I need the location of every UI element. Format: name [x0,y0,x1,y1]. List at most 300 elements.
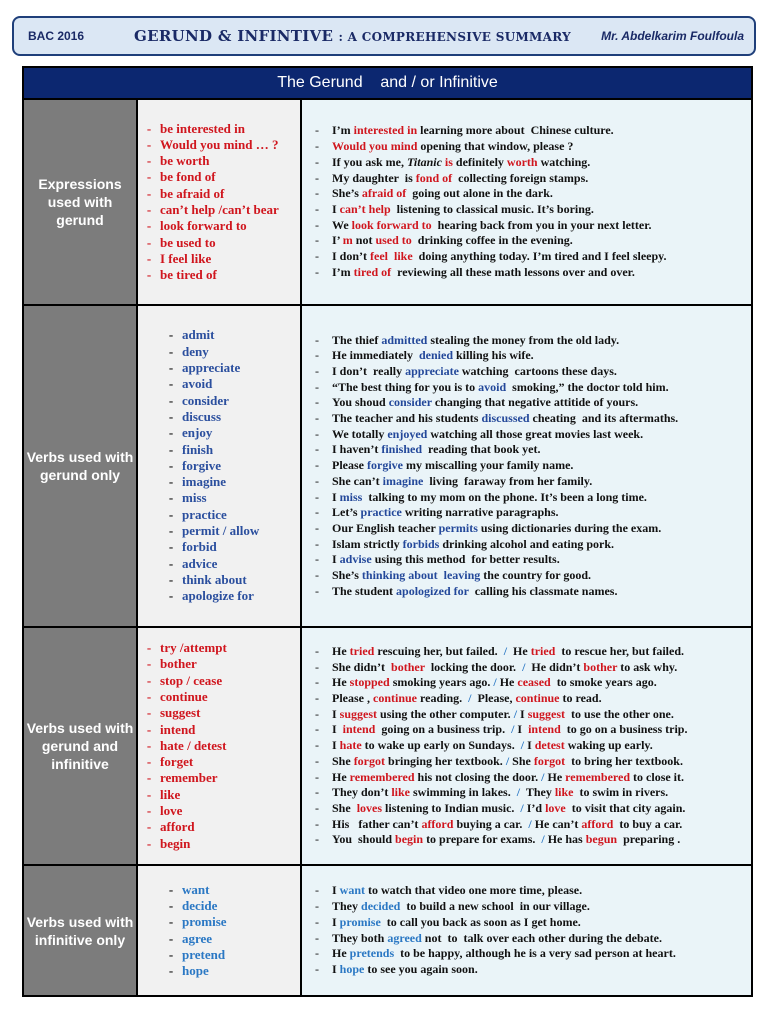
highlighted-term: suggest [527,706,566,721]
sentence-text: I [514,722,529,737]
sentence-text: Islam strictly [332,536,403,551]
example-sentence [302,691,751,707]
highlighted-term: agreed [387,930,422,945]
sentence-text: to prepare for exams. [423,832,542,847]
sentence-text: watching all those great movies last week. [427,426,644,441]
dash-bullet: - [315,363,319,378]
dash-bullet: - [315,816,319,831]
section-verbs-gerund-only [24,306,751,628]
example-sentence [302,785,751,801]
list-item [138,344,300,360]
sentence-text: using dictionaries during the exam. [477,520,662,535]
sentence-text: living faraway from her family. [423,473,593,488]
dash-bullet: - [315,139,319,154]
dash-bullet: - [168,392,174,408]
list-item [138,121,300,137]
sentence-text: I’d [523,800,546,815]
list-item [138,153,300,169]
dash-bullet: - [168,506,174,522]
dash-bullet: - [315,722,319,737]
sentence-text: to read. [559,691,602,706]
highlighted-term: apologized for [396,583,469,598]
list-item-text: agree [182,930,213,946]
sentence-text: reading. [417,691,469,706]
dash-bullet: - [315,914,319,929]
dash-bullet: - [315,568,319,583]
dash-bullet: - [168,571,174,587]
highlighted-term: forgive [367,458,403,473]
dash-bullet: - [315,769,319,784]
highlighted-term: ceased [517,675,551,690]
sentence-text: to call you back as soon as I get home. [380,914,581,929]
sentence-text: He [332,946,350,961]
section-label: Expressions used with gerund [24,100,138,304]
highlighted-term: Would you mind [332,139,418,154]
highlighted-term: finished [381,442,423,457]
list-item [138,376,300,392]
list-item [138,898,300,914]
dash-bullet: - [146,819,152,835]
dash-bullet: - [315,348,319,363]
dash-bullet: - [168,360,174,376]
sentence-text: hearing back from you in your next letter. [431,217,652,232]
dash-bullet: - [168,490,174,506]
list-item-text: begin [160,835,191,851]
sentence-text: to go on a business trip. [560,722,688,737]
list-item-text: imagine [182,474,227,490]
sentence-text: She [332,753,354,768]
sentence-text: I [332,883,340,898]
highlighted-term: m [342,233,353,248]
page-header [12,16,756,56]
list-item [138,738,300,754]
highlighted-term: admitted [381,332,428,347]
example-sentence [302,660,751,676]
list-item-text: forget [160,754,194,770]
sentence-text: He can’t [531,816,582,831]
sentence-text: She can’t [332,473,383,488]
dash-bullet: - [315,785,319,800]
list-item [138,186,300,202]
sentence-text: I [332,914,340,929]
sentence-text: to ask why. [617,659,678,674]
list-item-text: suggest [160,705,201,721]
highlighted-term: look forward to [351,217,432,232]
sentence-text: to swim in rivers. [573,785,669,800]
example-sentence [302,521,751,537]
example-sentence [302,458,751,474]
highlighted-term: like [391,785,411,800]
sentence-text: If you ask me, [332,154,408,169]
list-item-text: be fond of [160,169,216,185]
list-item [138,235,300,251]
example-sentence [302,218,751,234]
list-item [138,523,300,539]
highlighted-term: / [520,800,524,815]
dash-bullet: - [146,136,152,152]
title-main: GERUND & INFINTIVE [134,27,334,45]
sentence-text: “The best thing for you is to [332,379,479,394]
list-item-text: stop / cease [160,672,223,688]
list-item [138,137,300,153]
example-sentence [302,801,751,817]
sentence-text: smoking,” the doctor told him. [506,379,669,394]
list-item [138,218,300,234]
sentence-text: I’ [332,233,343,248]
sentence-text: using this method for better results. [371,552,560,567]
sentence-text: He [507,643,531,658]
sentence-text: She’s [332,186,362,201]
highlighted-term: imagine [382,473,424,488]
sentence-text: to buy a car. [613,816,683,831]
list-item [138,963,300,979]
dash-bullet: - [146,120,152,136]
highlighted-term: hope [339,961,365,976]
sentence-text: The thief [332,332,382,347]
sentence-text: waking up early. [564,738,653,753]
example-sentence [302,899,751,915]
sentence-text: He [332,643,350,658]
sentence-text: watching cartoons these days. [458,363,617,378]
section-label: Verbs used with infinitive only [24,866,138,995]
highlighted-term: promise [339,914,381,929]
example-list [302,866,751,995]
dash-bullet: - [315,536,319,551]
sentence-text: to watch that video one more time, please. [365,883,583,898]
list-item [138,442,300,458]
list-item [138,770,300,786]
highlighted-term: bother [391,659,425,674]
list-item-text: discuss [182,408,222,424]
sentence-text: locking the door. [424,659,523,674]
dash-bullet: - [168,946,174,962]
highlighted-term: decided [361,899,401,914]
sentence-text: I [332,202,340,216]
dash-bullet: - [146,169,152,185]
dash-bullet: - [146,234,152,250]
dash-bullet: - [168,523,174,539]
highlighted-term: / [503,643,508,658]
dash-bullet: - [168,914,174,930]
highlighted-term: used to [375,233,412,248]
example-sentence [302,490,751,506]
example-sentence [302,552,751,568]
section-label: Verbs used with gerund only [24,306,138,626]
sentence-text: changing that negative attitide of yours. [431,395,639,410]
list-item [138,572,300,588]
list-item [138,640,300,656]
example-sentence [302,962,751,978]
dash-bullet: - [315,738,319,753]
sentence-text: She’s [332,568,362,583]
list-item [138,169,300,185]
sentence-text: We [332,217,352,232]
list-item-text: forgive [182,457,221,473]
highlighted-term: / [541,769,545,784]
sentence-text: to wake up early on Sundays. [361,738,521,753]
highlighted-term: intend [528,722,561,737]
list-item-text: want [182,881,210,897]
example-sentence [302,442,751,458]
sentence-text: reading that book yet. [422,442,541,457]
example-sentence [302,186,751,202]
dash-bullet: - [315,583,319,598]
sentence-text: to build a new school in our village. [400,899,590,914]
dash-bullet: - [315,123,319,138]
highlighted-term: forbids [402,536,440,551]
sentence-text: You shoud [332,395,389,410]
dash-bullet: - [146,786,152,802]
example-sentence [302,171,751,187]
sentence-text: She [509,753,534,768]
dash-bullet: - [315,233,319,248]
dash-bullet: - [315,332,319,347]
author-name: Mr. Abdelkarim Foulfoula [601,29,744,43]
example-sentence [302,202,751,218]
sentence-text: Please , [332,691,373,706]
sentence-text: Please, [471,691,516,706]
example-sentence [302,155,751,171]
list-item-text: avoid [182,376,213,392]
dash-bullet: - [315,473,319,488]
list-item-text: apologize for [182,588,254,604]
sentence-text: listening to classical music. It’s boring. [390,202,594,216]
example-sentence [302,233,751,249]
section-label: Verbs used with gerund and infinitive [24,628,138,864]
dash-bullet: - [146,705,152,721]
highlighted-term: continue [515,691,560,706]
example-sentence [302,364,751,380]
list-item-text: like [160,786,181,802]
example-sentence [302,738,751,754]
list-item-text: remember [160,770,218,786]
highlighted-term: bother [583,659,618,674]
list-item-text: practice [182,506,227,522]
dash-bullet: - [315,395,319,410]
sentence-text: drinking coffee in the evening. [411,233,573,248]
sentence-text: rescuing her, but failed. [374,643,504,658]
sentence-text: I [332,961,340,976]
highlighted-term: hate [339,738,362,753]
list-item-text: forbid [182,539,217,555]
list-item [138,754,300,770]
document-title [134,27,571,45]
highlighted-term: thinking about leaving [361,568,481,583]
dash-bullet: - [315,489,319,504]
list-item-text: admit [182,327,215,343]
highlighted-term: worth [506,154,538,169]
highlighted-term: feel like [370,249,413,264]
sentence-text: I haven’t [332,442,382,457]
list-item-text: look forward to [160,218,247,234]
list-item [138,360,300,376]
example-sentence [302,675,751,691]
list-item-text: afford [160,819,195,835]
dash-bullet: - [168,539,174,555]
dash-bullet: - [168,555,174,571]
example-sentence [302,139,751,155]
dash-bullet: - [168,881,174,897]
list-item-text: hate / detest [160,737,227,753]
highlighted-term: tried [349,643,375,658]
dash-bullet: - [168,376,174,392]
list-item [138,836,300,852]
sentence-text: using the other computer. [377,706,514,721]
sentence-text: The teacher and his students [332,411,482,426]
list-item [138,819,300,835]
dash-bullet: - [146,737,152,753]
sentence-text: She [332,800,357,815]
sentence-text: his not closing the door. [414,769,542,784]
highlighted-term: forgot [353,753,386,768]
list-item [138,947,300,963]
sentence-text: I [332,706,340,721]
expression-list [138,100,302,304]
example-sentence [302,348,751,364]
highlighted-term: permits [438,520,478,535]
table-title: The Gerund and / or Infinitive [24,68,751,100]
highlighted-term: continue [373,691,418,706]
highlighted-term: / [511,722,515,737]
dash-bullet: - [168,425,174,441]
dash-bullet: - [146,202,152,217]
dash-bullet: - [315,249,319,264]
list-item-text: bother [160,656,197,672]
list-item [138,722,300,738]
sentence-text: Our English teacher [332,520,439,535]
list-item-text: deny [182,343,209,359]
list-item-text: promise [182,914,227,930]
list-item [138,458,300,474]
highlighted-term: appreciate [405,363,459,378]
sentence-text: watching. [537,154,591,169]
highlighted-term: remembered [349,769,415,784]
highlighted-term: pretends [349,946,395,961]
highlighted-term: discussed [481,411,530,426]
dash-bullet: - [315,426,319,441]
sentence-text: reviewing all these math lessons over and over. [391,264,635,279]
highlighted-term: / [520,738,525,753]
sentence-text: I’m [332,264,354,279]
sentence-text: They don’t [332,785,392,800]
dash-bullet: - [146,835,152,851]
sentence-text: to rescue her, but failed. [555,643,685,658]
list-item-text: be tired of [160,267,217,283]
exam-label: BAC 2016 [28,29,85,43]
sentence-text: Let’s [332,505,361,520]
dash-bullet: - [146,185,152,201]
dash-bullet: - [315,505,319,520]
sentence-text: stealing the money from the old lady. [427,332,620,347]
sentence-text: swimming in lakes. [410,785,517,800]
list-item [138,507,300,523]
sentence-text: to close it. [630,769,685,784]
dash-bullet: - [315,753,319,768]
list-item [138,393,300,409]
list-item-text: appreciate [182,360,241,376]
highlighted-term: forgot [533,753,566,768]
sentence-text: Titanic [407,154,442,169]
example-sentence [302,427,751,443]
section-verbs-infinitive-only [24,866,751,995]
sentence-text: We totally [332,426,388,441]
list-item-text: think about [182,571,247,587]
highlighted-term: avoid [478,379,507,394]
dash-bullet: - [315,643,319,658]
dash-bullet: - [146,688,152,704]
list-item-text: pretend [182,946,226,962]
highlighted-term: / [516,785,521,800]
example-sentence [302,707,751,723]
dash-bullet: - [168,327,174,343]
sentence-text: to visit that city again. [565,800,686,815]
sentence-text: He [332,675,350,690]
example-sentence [302,474,751,490]
sentence-text: They both [332,930,388,945]
highlighted-term: / [493,675,497,690]
highlighted-term: advise [339,552,372,567]
highlighted-term: tired of [353,264,392,279]
dash-bullet: - [146,770,152,786]
list-item [138,474,300,490]
example-sentence [302,931,751,947]
dash-bullet: - [315,411,319,426]
dash-bullet: - [315,675,319,690]
dash-bullet: - [315,899,319,914]
list-item-text: enjoy [182,425,213,441]
dash-bullet: - [168,897,174,913]
dash-bullet: - [146,721,152,737]
highlighted-term: want [339,883,366,898]
sentence-text: talking to my mom on the phone. It’s been a long time. [362,489,647,504]
sentence-text: Please [332,458,367,473]
list-item-text: finish [182,441,214,457]
dash-bullet: - [168,588,174,604]
list-item [138,490,300,506]
sentence-text: to bring her textbook. [565,753,683,768]
sentence-text: I [332,489,340,504]
highlighted-term: intend [342,722,376,737]
highlighted-term: afraid of [361,186,407,201]
sentence-text: He [496,675,518,690]
sentence-text: my miscalling your family name. [402,458,574,473]
example-sentence [302,722,751,738]
sentence-text: calling his classmate names. [468,583,618,598]
sentence-text: I’m [332,123,354,138]
sentence-text: definitely [452,154,507,169]
sentence-text: You should [332,832,396,847]
list-item [138,931,300,947]
dash-bullet: - [168,441,174,457]
highlighted-term: interested in [353,123,418,138]
example-sentence [302,123,751,139]
sentence-text: the country for good. [480,568,592,583]
highlighted-term: stopped [349,675,390,690]
dash-bullet: - [146,672,152,688]
list-item-text: advice [182,555,218,571]
section-expressions-gerund [24,100,751,306]
highlighted-term: loves [356,800,383,815]
dash-bullet: - [315,552,319,567]
dash-bullet: - [146,153,152,169]
example-sentence [302,584,751,600]
list-item-text: Would you mind … ? [160,136,279,152]
example-sentence [302,568,751,584]
sentence-text: He didn’t [525,659,584,674]
highlighted-term: afford [581,816,614,831]
dash-bullet: - [315,832,319,847]
example-sentence [302,395,751,411]
